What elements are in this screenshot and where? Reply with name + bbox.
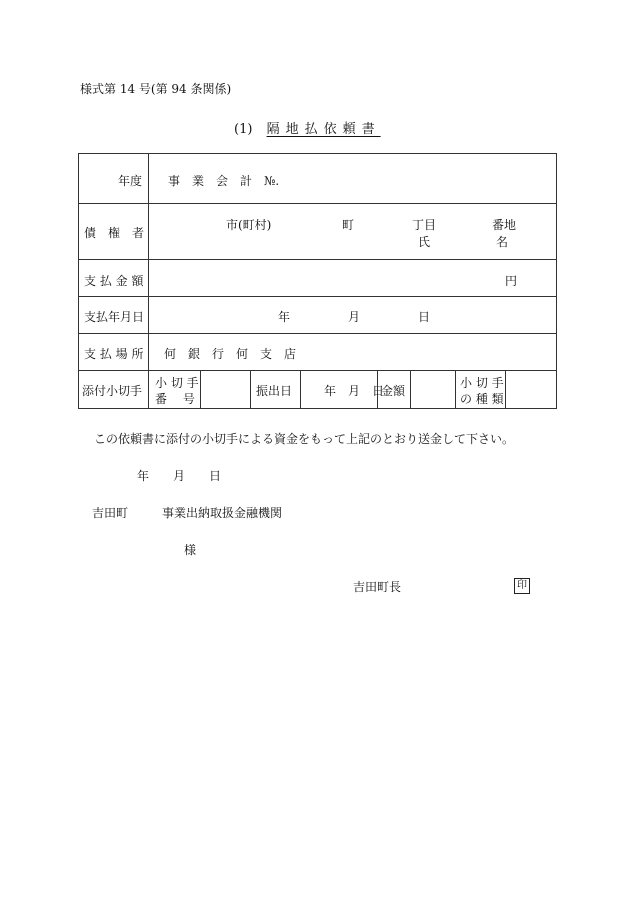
payment-amount-label: 支 払 金 額 xyxy=(84,274,144,288)
fiscal-year-label: 年度 xyxy=(118,174,143,188)
check-row-divider xyxy=(300,370,301,409)
creditor-city: 市(町村) xyxy=(226,218,272,232)
check-row-divider xyxy=(505,370,506,409)
issue-date-fields: 年 月 日 xyxy=(324,384,385,398)
table-row-divider xyxy=(78,259,557,260)
business-account-number: 事 業 会 計 №. xyxy=(168,174,280,188)
yen-unit: 円 xyxy=(505,274,518,288)
check-row-divider xyxy=(200,370,201,409)
creditor-label: 債 権 者 xyxy=(84,226,145,240)
check-row-divider xyxy=(455,370,456,409)
request-text: この依頼書に添付の小切手による資金をもって上記のとおり送金して下さい。 xyxy=(94,432,515,446)
honorific-sama: 様 xyxy=(184,543,197,557)
seal-box: 印 xyxy=(514,578,530,594)
check-number-label-line2: 番 号 xyxy=(155,392,195,406)
table-row-divider xyxy=(78,203,557,204)
payment-place-label: 支 払 場 所 xyxy=(84,347,144,361)
title-text: 隔地払依頼書 xyxy=(266,122,381,137)
table-border-right xyxy=(556,153,557,409)
creditor-chome: 丁目 xyxy=(412,218,437,232)
title-number: (1) xyxy=(234,122,253,137)
creditor-town: 町 xyxy=(342,218,355,232)
check-type-label-line2: の 種 類 xyxy=(460,392,504,406)
table-border-left xyxy=(78,153,79,409)
check-row-divider xyxy=(250,370,251,409)
payment-place-bank: 何 銀 行 何 支 店 xyxy=(164,347,297,361)
sender-mayor: 吉田町長 xyxy=(353,580,402,594)
attached-check-label: 添付小切手 xyxy=(82,384,143,398)
amount-label: 金額 xyxy=(381,384,406,398)
recipient-town: 吉田町 xyxy=(92,506,129,520)
table-border-top xyxy=(78,153,557,154)
table-row-divider xyxy=(78,296,557,297)
creditor-mei: 名 xyxy=(496,235,509,249)
form-number: 様式第 14 号(第 94 条関係) xyxy=(80,82,232,96)
check-number-label-line1: 小 切 手 xyxy=(155,376,199,390)
payment-month: 月 xyxy=(348,310,361,324)
table-row-divider xyxy=(78,333,557,334)
check-row-divider xyxy=(410,370,411,409)
payment-day: 日 xyxy=(418,310,431,324)
recipient-institution: 事業出納取扱金融機関 xyxy=(162,506,283,520)
table-border-bottom xyxy=(78,408,557,409)
issue-date-label: 振出日 xyxy=(256,384,293,398)
request-date-line: 年 月 日 xyxy=(137,469,222,483)
creditor-shi: 氏 xyxy=(418,235,431,249)
check-type-label-line1: 小 切 手 xyxy=(460,376,504,390)
payment-date-label: 支払年月日 xyxy=(84,310,145,324)
document-title xyxy=(234,118,381,137)
creditor-banchi: 番地 xyxy=(492,218,517,232)
label-column-divider xyxy=(148,153,149,409)
table-row-divider xyxy=(78,370,557,371)
payment-year: 年 xyxy=(278,310,291,324)
